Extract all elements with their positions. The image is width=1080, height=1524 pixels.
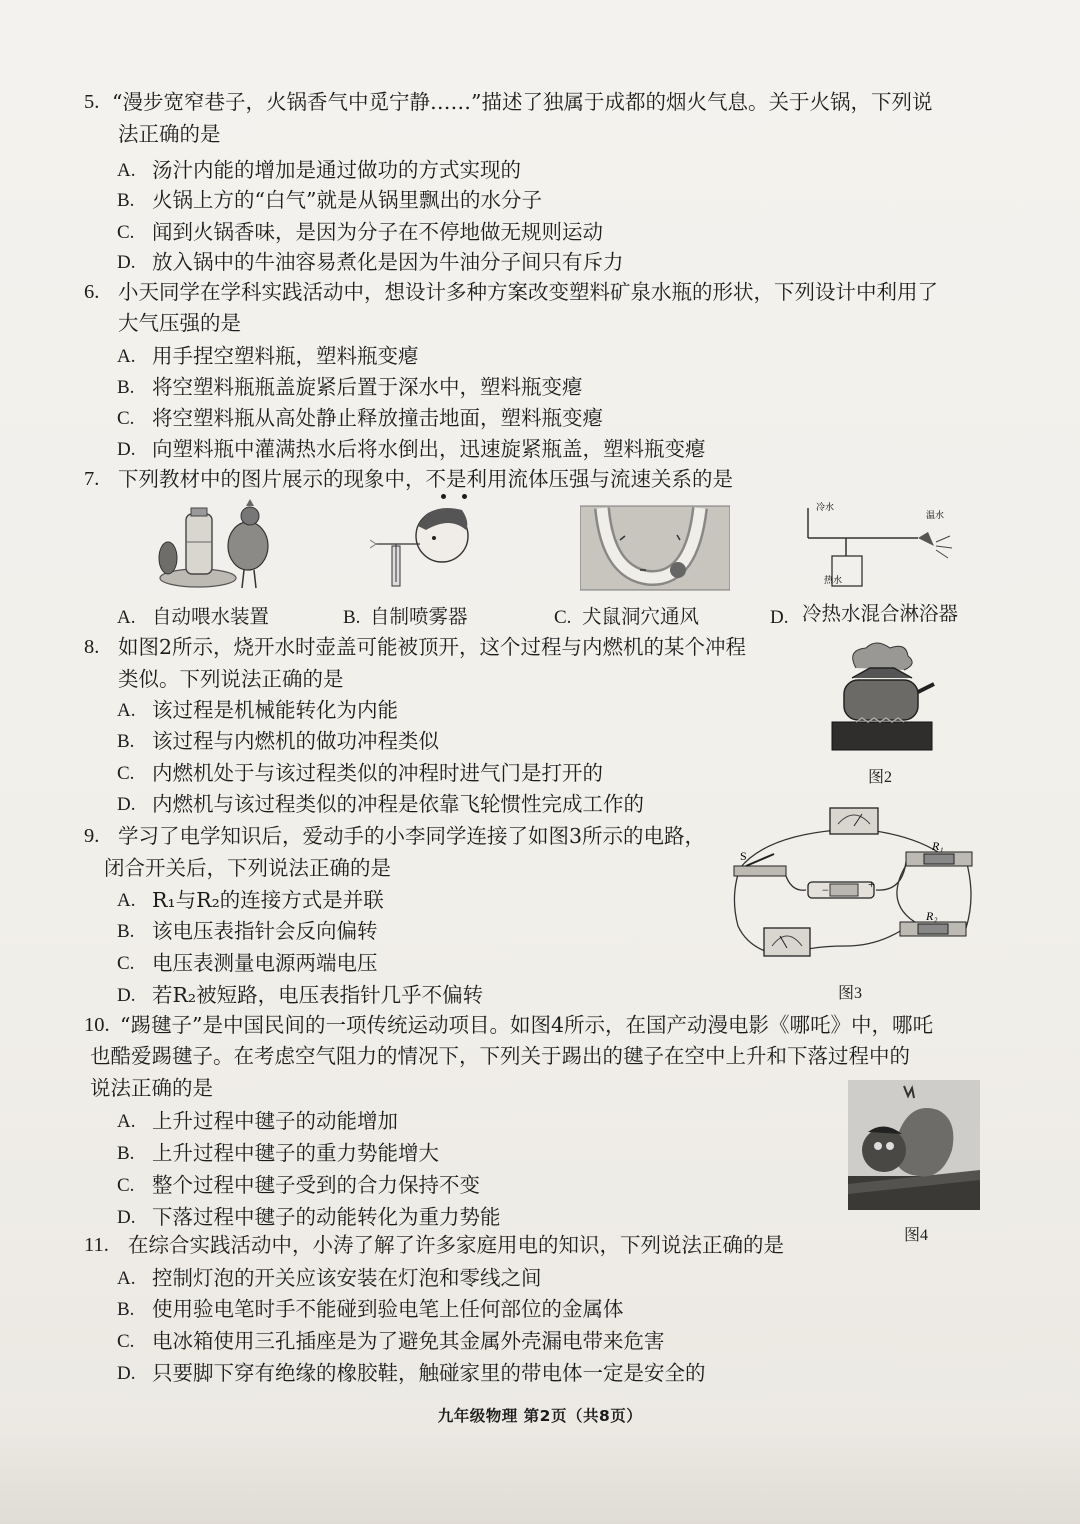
q8-stem-line1: 如图2所示，烧开水时壶盖可能被顶开，这个过程与内燃机的某个冲程 <box>118 635 747 659</box>
q9-option-c-label: C. <box>117 953 135 974</box>
q11-option-c-label: C. <box>117 1331 135 1352</box>
burrow-figure <box>580 500 730 592</box>
q9-stem-line2: 闭合开关后，下列说法正确的是 <box>104 856 391 880</box>
q9-option-a: R₁与R₂的连接方式是并联 <box>152 888 384 912</box>
q5-option-b-label: B. <box>117 190 135 211</box>
q5-option-a: 汤汁内能的增加是通过做功的方式实现的 <box>152 158 521 182</box>
q10-option-d-label: D. <box>117 1207 136 1228</box>
q5-option-c: 闻到火锅香味，是因为分子在不停地做无规则运动 <box>152 220 603 244</box>
q9-option-b-label: B. <box>117 921 135 942</box>
q7-stem <box>118 465 733 493</box>
q7-option-a: 自动喂水装置 <box>152 605 270 628</box>
q10-option-c-label: C. <box>117 1175 135 1196</box>
battery-plus-label: + <box>868 877 875 891</box>
figure3-caption: 图3 <box>838 985 863 1002</box>
figure2-caption: 图2 <box>868 769 893 786</box>
q11-option-d-label: D. <box>117 1363 136 1384</box>
q8-option-c-label: C. <box>117 763 135 784</box>
circuit-figure <box>726 796 978 972</box>
q6-option-c: 将空塑料瓶从高处静止释放撞击地面，塑料瓶变瘪 <box>152 406 603 430</box>
nezha-shuttlecock-photo <box>848 1080 980 1210</box>
figure4-caption: 图4 <box>904 1227 929 1244</box>
q8-stem-line2: 类似。下列说法正确的是 <box>118 667 344 691</box>
q6-option-d-label: D. <box>117 439 136 460</box>
q10-option-c: 整个过程中毽子受到的合力保持不变 <box>152 1173 480 1197</box>
q10-option-a: 上升过程中毽子的动能增加 <box>152 1109 398 1133</box>
q6-option-c-label: C. <box>117 408 135 429</box>
q11-option-a-label: A. <box>117 1268 136 1289</box>
q9-stem-line1: 学习了电学知识后，爱动手的小李同学连接了如图3所示的电路， <box>118 824 706 848</box>
q10-option-a-label: A. <box>117 1111 136 1132</box>
q6-option-d: 向塑料瓶中灌满热水后将水倒出，迅速旋紧瓶盖，塑料瓶变瘪 <box>152 437 706 461</box>
q8-option-d: 内燃机与该过程类似的冲程是依靠飞轮惯性完成工作的 <box>152 792 644 816</box>
q7-option-b-label: B. <box>343 607 361 628</box>
q8-option-a: 该过程是机械能转化为内能 <box>152 698 398 722</box>
q10-option-d: 下落过程中毽子的动能转化为重力势能 <box>152 1205 501 1229</box>
q7-option-c-label: C. <box>554 607 572 628</box>
q11-option-b-label: B. <box>117 1299 135 1320</box>
emphasis-dot <box>441 494 446 499</box>
q6-option-b: 将空塑料瓶瓶盖旋紧后置于深水中，塑料瓶变瘪 <box>152 375 583 399</box>
q7-option-c: 犬鼠洞穴通风 <box>582 605 700 628</box>
battery-minus-label: − <box>822 883 829 897</box>
q6-stem-line2: 大气压强的是 <box>118 311 241 335</box>
hot-water-label: 热水 <box>824 576 843 586</box>
chicken-feeder-figure <box>158 496 276 591</box>
q9-option-d-label: D. <box>117 985 136 1006</box>
q9-option-b: 该电压表指针会反向偏转 <box>152 919 378 943</box>
q8-option-b: 该过程与内燃机的做功冲程类似 <box>152 729 439 753</box>
q10-stem-line2: 也酷爱踢毽子。在考虑空气阻力的情况下，下列关于踢出的毽子在空中上升和下落过程中的 <box>90 1044 910 1068</box>
q10-stem-line3: 说法正确的是 <box>90 1076 213 1100</box>
q9-option-d: 若R₂被短路，电压表指针几乎不偏转 <box>152 983 484 1007</box>
q9-option-c: 电压表测量电源两端电压 <box>152 951 378 975</box>
q5-option-d-label: D. <box>117 252 136 273</box>
warm-water-label: 温水 <box>926 511 945 521</box>
q11-stem: 在综合实践活动中，小涛了解了许多家庭用电的知识，下列说法正确的是 <box>128 1233 784 1257</box>
q5-option-b: 火锅上方的“白气”就是从锅里飘出的水分子 <box>152 188 542 212</box>
q9-option-a-label: A. <box>117 890 136 911</box>
q7-number: 7. <box>84 468 100 490</box>
sprayer-figure <box>370 500 480 592</box>
q5-option-c-label: C. <box>117 222 135 243</box>
q5-number: 5. <box>84 91 100 113</box>
q7-stem-emphasis: 不是 <box>425 467 467 491</box>
q6-option-b-label: B. <box>117 377 135 398</box>
emphasis-dot <box>462 494 467 499</box>
q6-stem-line1: 小天同学在学科实践活动中，想设计多种方案改变塑料矿泉水瓶的形状，下列设计中利用了 <box>118 280 938 304</box>
page-footer: 九年级物理 第2页（共8页） <box>437 1407 643 1425</box>
q6-option-a: 用手捏空塑料瓶，塑料瓶变瘪 <box>152 344 419 368</box>
q5-option-d: 放入锅中的牛油容易煮化是因为牛油分子间只有斥力 <box>152 250 624 274</box>
q10-stem-line1: “踢毽子”是中国民间的一项传统运动项目。如图4所示，在国产动漫电影《哪吒》中，哪吒 <box>120 1013 934 1037</box>
q7-option-b: 自制喷雾器 <box>370 605 468 628</box>
q7-option-d-label: D. <box>770 607 789 628</box>
q10-option-b-label: B. <box>117 1143 135 1164</box>
q11-option-d: 只要脚下穿有绝缘的橡胶鞋，触碰家里的带电体一定是安全的 <box>152 1361 706 1385</box>
q9-number: 9. <box>84 825 100 847</box>
q8-option-d-label: D. <box>117 794 136 815</box>
q7-stem-post: 利用流体压强与流速关系的是 <box>466 467 733 491</box>
q8-option-c: 内燃机处于与该过程类似的冲程时进气门是打开的 <box>152 761 603 785</box>
cold-water-label: 冷水 <box>816 503 835 513</box>
kettle-on-stove-figure <box>826 640 938 756</box>
q5-option-a-label: A. <box>117 160 136 181</box>
q6-option-a-label: A. <box>117 346 136 367</box>
shower-mixer-figure <box>798 498 958 590</box>
q10-number: 10. <box>84 1014 110 1036</box>
paper-shadow <box>0 1430 1080 1524</box>
r1-label: R₁ <box>932 839 944 853</box>
q6-number: 6. <box>84 281 100 303</box>
q11-option-b: 使用验电笔时手不能碰到验电笔上任何部位的金属体 <box>152 1297 624 1321</box>
q5-stem-line2: 法正确的是 <box>118 122 221 146</box>
q8-option-a-label: A. <box>117 700 136 721</box>
q10-option-b: 上升过程中毽子的重力势能增大 <box>152 1141 439 1165</box>
q8-number: 8. <box>84 636 100 658</box>
r2-label: R₂ <box>926 909 938 923</box>
q7-option-a-label: A. <box>117 607 136 628</box>
q7-option-d: 冷热水混合淋浴器 <box>802 602 959 625</box>
q7-stem-pre: 下列教材中的图片展示的现象中， <box>118 467 426 491</box>
q11-option-c: 电冰箱使用三孔插座是为了避免其金属外壳漏电带来危害 <box>152 1329 665 1353</box>
q5-stem-line1: “漫步宽窄巷子，火锅香气中觅宁静……”描述了独属于成都的烟火气息。关于火锅，下列说 <box>112 90 933 114</box>
switch-label: S <box>740 849 747 863</box>
q11-option-a: 控制灯泡的开关应该安装在灯泡和零线之间 <box>152 1266 542 1290</box>
q8-option-b-label: B. <box>117 731 135 752</box>
q11-number: 11. <box>84 1234 109 1256</box>
